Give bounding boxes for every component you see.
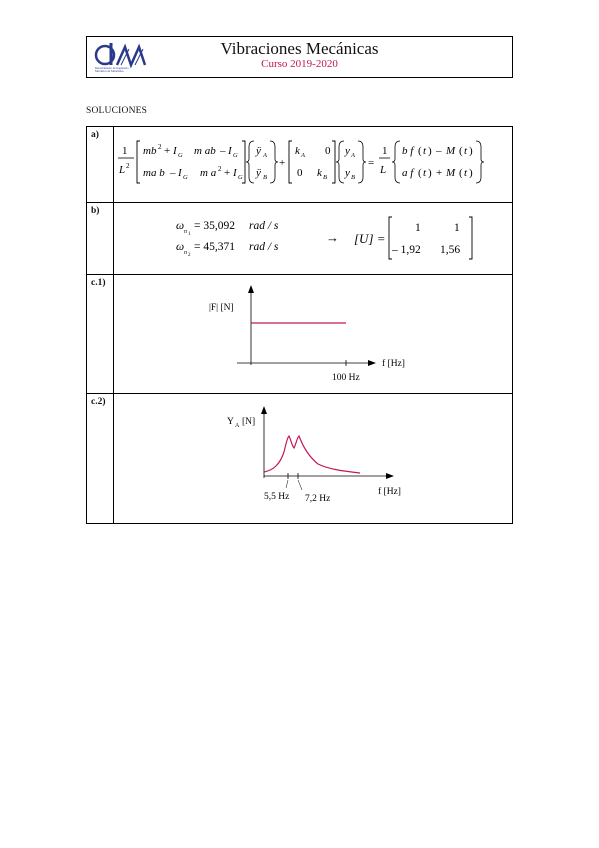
svg-text:(: ( — [459, 167, 463, 179]
equation-a — [114, 127, 513, 203]
svg-text:= 35,092: = 35,092 — [194, 220, 235, 232]
svg-text:L: L — [380, 164, 387, 176]
svg-text:(: ( — [418, 167, 422, 179]
force-spectrum-plot — [114, 275, 513, 394]
label-c1: c.1) — [87, 275, 114, 394]
svg-text:B: B — [263, 174, 267, 181]
svg-text:G: G — [183, 174, 188, 181]
svg-text:1,56: 1,56 — [440, 244, 461, 256]
svg-text:=: = — [368, 157, 375, 169]
svg-text:G: G — [178, 152, 183, 159]
svg-text:n: n — [184, 250, 187, 256]
svg-text:G: G — [233, 152, 238, 159]
section-title: SOLUCIONES — [86, 106, 148, 116]
svg-text:1: 1 — [122, 145, 128, 157]
svg-text:I: I — [178, 167, 182, 179]
y-axis-label: |F| [N] — [209, 303, 234, 313]
svg-text:+: + — [436, 167, 443, 179]
svg-text:m a: m a — [200, 167, 217, 179]
svg-text:1: 1 — [188, 232, 191, 237]
svg-text:b f: b f — [402, 145, 414, 157]
svg-text:+: + — [279, 157, 286, 169]
svg-text:+: + — [224, 167, 231, 179]
svg-text:n: n — [184, 229, 187, 235]
x-axis-label: f [Hz] — [382, 359, 405, 369]
svg-text:M: M — [446, 167, 456, 179]
svg-text:ÿ: ÿ — [256, 167, 261, 179]
svg-text:): ) — [469, 145, 473, 157]
y-axis-label-sub: A — [235, 423, 240, 429]
svg-text:A: A — [301, 152, 305, 159]
svg-text:–: – — [436, 145, 442, 157]
document-header — [86, 36, 513, 78]
equation-of-motion — [114, 127, 512, 197]
row-c1 — [87, 275, 513, 394]
svg-text:A: A — [351, 152, 355, 159]
svg-text:G: G — [238, 174, 243, 181]
svg-text:+: + — [164, 145, 171, 157]
svg-text:2: 2 — [158, 143, 162, 151]
svg-text:2: 2 — [188, 253, 191, 258]
x-axis-label: f [Hz] — [378, 487, 401, 497]
y-axis-arrow — [248, 285, 254, 293]
svg-text:–: – — [220, 145, 226, 157]
svg-text:rad / s: rad / s — [249, 220, 279, 232]
svg-text:– 1,92: – 1,92 — [392, 244, 421, 256]
tick-label-2: 7,2 Hz — [305, 494, 331, 504]
logo-caption: Departamento de Ingeniería Mecánica de Materiales — [95, 66, 129, 73]
document-title: Vibraciones Mecánicas — [220, 39, 379, 58]
svg-text:m ab: m ab — [194, 145, 216, 157]
svg-text:I: I — [173, 145, 177, 157]
row-c2 — [87, 394, 513, 524]
svg-text:B: B — [323, 174, 327, 181]
row-a — [87, 127, 513, 203]
svg-text:): ) — [428, 145, 432, 157]
solutions-table — [86, 126, 513, 524]
label-c2: c.2) — [87, 394, 114, 524]
y-axis-label: Y — [227, 417, 234, 427]
svg-text:M: M — [446, 145, 456, 157]
svg-text:y: y — [345, 145, 350, 157]
svg-text:t: t — [423, 167, 427, 179]
svg-text:rad / s: rad / s — [249, 241, 279, 253]
frequencies-and-modes — [114, 203, 512, 269]
svg-text:2: 2 — [126, 162, 130, 170]
svg-text:1: 1 — [454, 222, 460, 234]
svg-text:t: t — [464, 145, 468, 157]
svg-text:ÿ: ÿ — [256, 145, 261, 157]
svg-text:A: A — [263, 152, 267, 159]
row-b — [87, 203, 513, 275]
svg-text:B: B — [351, 174, 355, 181]
svg-text:(: ( — [418, 145, 422, 157]
svg-text:mb: mb — [143, 145, 157, 157]
tick-label: 100 Hz — [332, 373, 360, 383]
svg-text:→: → — [326, 230, 339, 245]
svg-text:I: I — [233, 167, 237, 179]
label-b: b) — [87, 203, 114, 275]
svg-text:y: y — [345, 167, 350, 179]
response-curve — [264, 436, 360, 473]
svg-text:1: 1 — [415, 222, 421, 234]
svg-text:1: 1 — [382, 145, 388, 157]
svg-text:0: 0 — [325, 145, 331, 157]
svg-text:): ) — [428, 167, 432, 179]
course-year: Curso 2019-2020 — [261, 58, 338, 70]
svg-text:0: 0 — [297, 167, 303, 179]
svg-text:ma b: ma b — [143, 167, 165, 179]
svg-text:a f: a f — [402, 167, 414, 179]
force-spectrum-chart — [114, 275, 512, 388]
svg-text:ω: ω — [176, 220, 185, 232]
tick-label-1: 5,5 Hz — [264, 492, 290, 502]
svg-text:[U] =: [U] = — [354, 231, 386, 246]
svg-text:t: t — [423, 145, 427, 157]
x-axis-arrow — [368, 360, 376, 366]
label-a: a) — [87, 127, 114, 203]
x-axis-arrow — [386, 473, 394, 479]
svg-text:2: 2 — [218, 165, 222, 173]
natural-frequencies — [114, 203, 513, 275]
svg-text:(: ( — [459, 145, 463, 157]
svg-text:t: t — [464, 167, 468, 179]
svg-text:L: L — [119, 164, 126, 176]
svg-text:ω: ω — [176, 241, 185, 253]
svg-text:k: k — [317, 167, 322, 179]
y-axis-arrow — [261, 406, 267, 414]
svg-text:= 45,371: = 45,371 — [194, 241, 235, 253]
response-spectrum-plot — [114, 394, 513, 524]
y-axis-label-unit: [N] — [242, 417, 256, 427]
svg-text:I: I — [228, 145, 232, 157]
svg-text:–: – — [170, 167, 176, 179]
svg-text:): ) — [469, 167, 473, 179]
svg-text:k: k — [295, 145, 300, 157]
response-spectrum-chart — [114, 394, 512, 518]
